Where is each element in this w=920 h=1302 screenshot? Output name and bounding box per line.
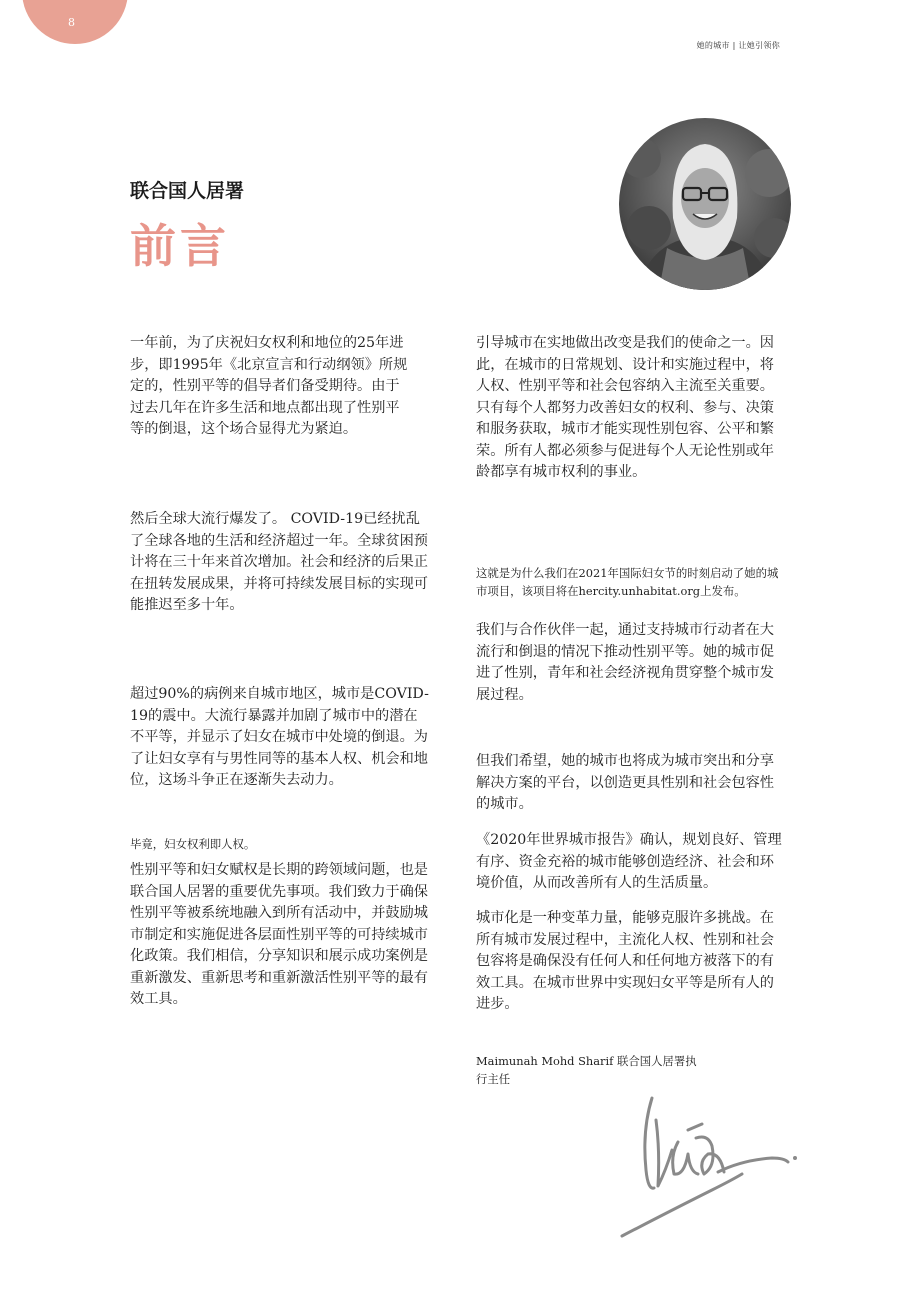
paragraph-text: 这就是为什么我们在2021年国际妇女节的时刻启动了她的城市项目，该项目将在hercity.unhabitat.org上发布。 <box>476 566 779 598</box>
paragraph-left-4 <box>130 835 430 853</box>
signatory-caption <box>476 1052 704 1088</box>
paragraph-text: 一年前，为了庆祝妇女权利和地位的25年进步，即1995年《北京宣言和行动纲领》所规定的，性别平等的倡导者们备受期待。由于过去几年在许多生活和地点都出现了性别平等的倒退，这个场合显得尤为紧迫。 <box>130 335 408 437</box>
running-header: 她的城市 | 让她引领你 <box>696 41 780 50</box>
paragraph-left-1 <box>130 333 412 441</box>
paragraph-text: 性别平等和妇女赋权是长期的跨领域问题，也是联合国人居署的重要优先事项。我们致力于确保性别平等被系统地融入到所有活动中，并鼓励城市制定和实施促进各层面性别平等的可持续城市化政策。我们相信，分享知识和展示成功案例是重新激发、重新思考和重新激活性别平等的最有效工具。 <box>130 862 428 1007</box>
paragraph-text: 毕竟，妇女权利即人权。 <box>130 837 256 851</box>
paragraph-left-5 <box>130 860 440 1011</box>
paragraph-text: 引导城市在实地做出改变是我们的使命之一。因此，在城市的日常规划、设计和实施过程中，将人权、性别平等和社会包容纳入主流至关重要。只有每个人都努力改善妇女的权利、参与、决策和服务获取，城市才能实现性别包容、公平和繁荣。所有人都必须参与促进每个人无论性别或年龄都享有城市权利的事业。 <box>476 335 774 480</box>
paragraph-right-2 <box>476 564 782 600</box>
paragraph-left-3 <box>130 684 430 792</box>
paragraph-right-5 <box>476 830 788 895</box>
paragraph-right-3 <box>476 620 776 706</box>
paragraph-text: 然后全球大流行爆发了。 COVID-19已经扰乱了全球各地的生活和经济超过一年。全球贫困预计将在三十年来首次增加。社会和经济的后果正在扭转发展成果，并将可持续发展目标的实现可能推迟至多十年。 <box>130 511 428 613</box>
handwritten-signature <box>612 1090 802 1240</box>
paragraph-text: 超过90%的病例来自城市地区，城市是COVID-19的震中。大流行暴露并加剧了城市中的潜在不平等，并显示了妇女在城市中处境的倒退。为了让妇女享有与男性同等的基本人权、机会和地位，这场斗争正在逐渐失去动力。 <box>130 686 429 788</box>
page-number: 8 <box>68 16 75 29</box>
paragraph-left-2 <box>130 509 428 617</box>
paragraph-text: 《2020年世界城市报告》确认，规划良好、管理有序、资金充裕的城市能够创造经济、社会和环境价值，从而改善所有人的生活质量。 <box>476 832 782 891</box>
paragraph-right-1 <box>476 333 788 484</box>
paragraph-right-4 <box>476 751 776 816</box>
paragraph-right-6 <box>476 908 788 1016</box>
paragraph-text: 我们与合作伙伴一起，通过支持城市行动者在大流行和倒退的情况下推动性别平等。她的城市促进了性别，青年和社会经济视角贯穿整个城市发展过程。 <box>476 622 774 703</box>
signatory-name: Maimunah Mohd Sharif 联合国人居署执行主任 <box>476 1054 697 1086</box>
page-number-tab <box>22 0 128 44</box>
paragraph-text: 但我们希望，她的城市也将成为城市突出和分享解决方案的平台，以创造更具性别和社会包容性的城市。 <box>476 753 774 812</box>
paragraph-text: 城市化是一种变革力量，能够克服许多挑战。在所有城市发展过程中，主流化人权、性别和社会包容将是确保没有任何人和任何地方被落下的有效工具。在城市世界中实现妇女平等是所有人的进步。 <box>476 910 774 1012</box>
organization-name: 联合国人居署 <box>130 180 245 202</box>
author-portrait-photo <box>619 118 791 290</box>
page-title: 前言 <box>130 219 230 273</box>
